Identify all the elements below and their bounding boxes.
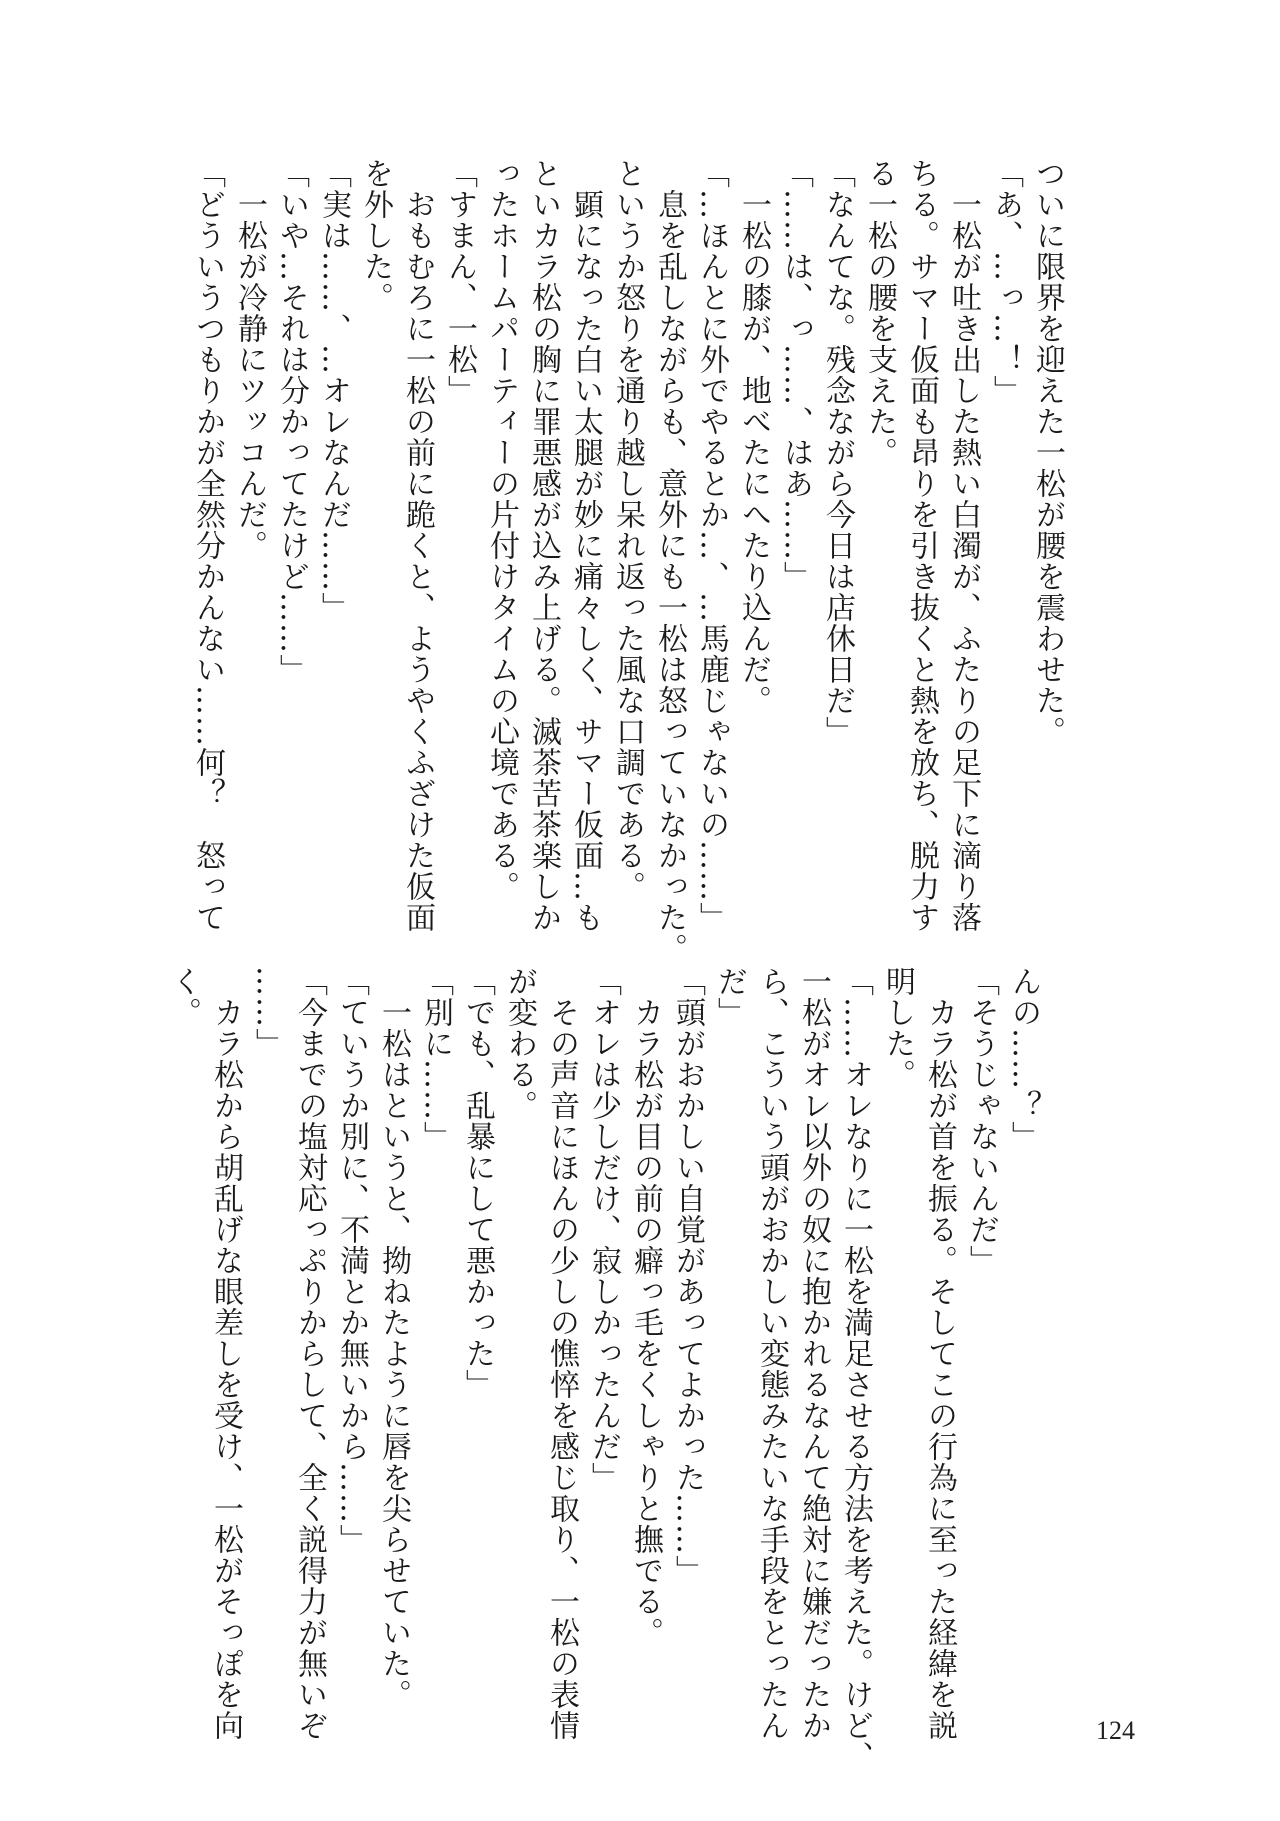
- text-line: おもむろに一松の前に跪くと、ようやくふざけた仮面: [400, 158, 435, 933]
- text-line: 「どういうつもりかが全然分かんない……何？ 怒って: [190, 158, 225, 933]
- text-block-bottom: [166, 966, 1044, 1772]
- text-line: る一松の腰を支えた。: [862, 158, 897, 468]
- text-line: カラ松が目の前の癖っ毛をくしゃりと撫でる。: [628, 966, 663, 1648]
- text-line: 「なんてな。残念ながら今日は店休日だ」: [820, 158, 855, 747]
- text-line: ついに限界を迎えた一松が腰を震わせた。: [1030, 158, 1065, 747]
- text-line: ったホームパーティーの片付けタイムの心境である。: [484, 158, 519, 902]
- text-line: んの……？」: [1006, 966, 1041, 1152]
- text-block-top: [190, 158, 1068, 964]
- text-line: その声音にほんの少しの憔悴を感じ取り、一松の表情: [544, 966, 579, 1741]
- text-line: 一松が吐き出した熱い白濁が、ふたりの足下に滴り落: [946, 158, 981, 933]
- text-line: カラ松から胡乱げな眼差しを受け、一松がそっぽを向: [208, 966, 243, 1741]
- text-line: 一松はというと、拗ねたように唇を尖らせていた。: [376, 966, 411, 1710]
- text-line: 一松がオレ以外の奴に抱かれるなんて絶対に嫌だったか: [796, 966, 831, 1741]
- text-line: が変わる。: [502, 966, 537, 1121]
- text-line: 「でも、乱暴にして悪かった」: [460, 966, 495, 1400]
- text-line: 明した。: [880, 966, 915, 1090]
- text-line: 「…ほんとに外でやるとか…、…馬鹿じゃないの……」: [694, 158, 729, 933]
- text-line: 「そうじゃないんだ」: [964, 966, 999, 1276]
- text-line: といカラ松の胸に罪悪感が込み上げる。滅茶苦茶楽しか: [526, 158, 561, 933]
- text-line: ら、こういう頭がおかしい変態みたいな手段をとったん: [754, 966, 789, 1741]
- text-line: 「ていうか別に、不満とか無いから……」: [334, 966, 369, 1555]
- text-line: ちる。サマー仮面も昂りを引き抜くと熱を放ち、脱力す: [904, 158, 939, 933]
- text-line: 「今までの塩対応っぷりからして、全く説得力が無いぞ: [292, 966, 327, 1741]
- text-line: 「……オレなりに一松を満足させる方法を考えた。けど、: [838, 966, 873, 1772]
- text-line: 顕になった白い太腿が妙に痛々しく、サマー仮面…も: [568, 158, 603, 933]
- text-line: 「オレは少しだけ、寂しかったんだ」: [586, 966, 621, 1493]
- page-number: 124: [1096, 1716, 1135, 1745]
- text-line: だ」: [712, 966, 747, 1028]
- text-line: 「実は……、…オレなんだ……」: [316, 158, 351, 623]
- text-line: ……」: [250, 966, 285, 1059]
- text-line: というか怒りを通り越し呆れ返った風な口調である。: [610, 158, 645, 902]
- text-line: を外した。: [358, 158, 393, 313]
- text-line: く。: [166, 966, 201, 1028]
- text-line: カラ松が首を振る。そしてこの行為に至った経緯を説: [922, 966, 957, 1741]
- text-line: 一松の膝が、地べたにへたり込んだ。: [736, 158, 771, 716]
- text-line: 一松が冷静にツッコんだ。: [232, 158, 267, 561]
- text-line: 「あ、…っ…！」: [988, 158, 1023, 406]
- text-line: 「いや…それは分かってたけど……」: [274, 158, 309, 685]
- text-line: 「別に……」: [418, 966, 453, 1152]
- text-line: 「すまん、一松」: [442, 158, 477, 406]
- text-line: 「頭がおかしい自覚があってよかった……」: [670, 966, 705, 1586]
- text-line: 「……は、っ……、はあ……」: [778, 158, 813, 592]
- text-line: 息を乱しながらも、意外にも一松は怒っていなかった。: [652, 158, 687, 964]
